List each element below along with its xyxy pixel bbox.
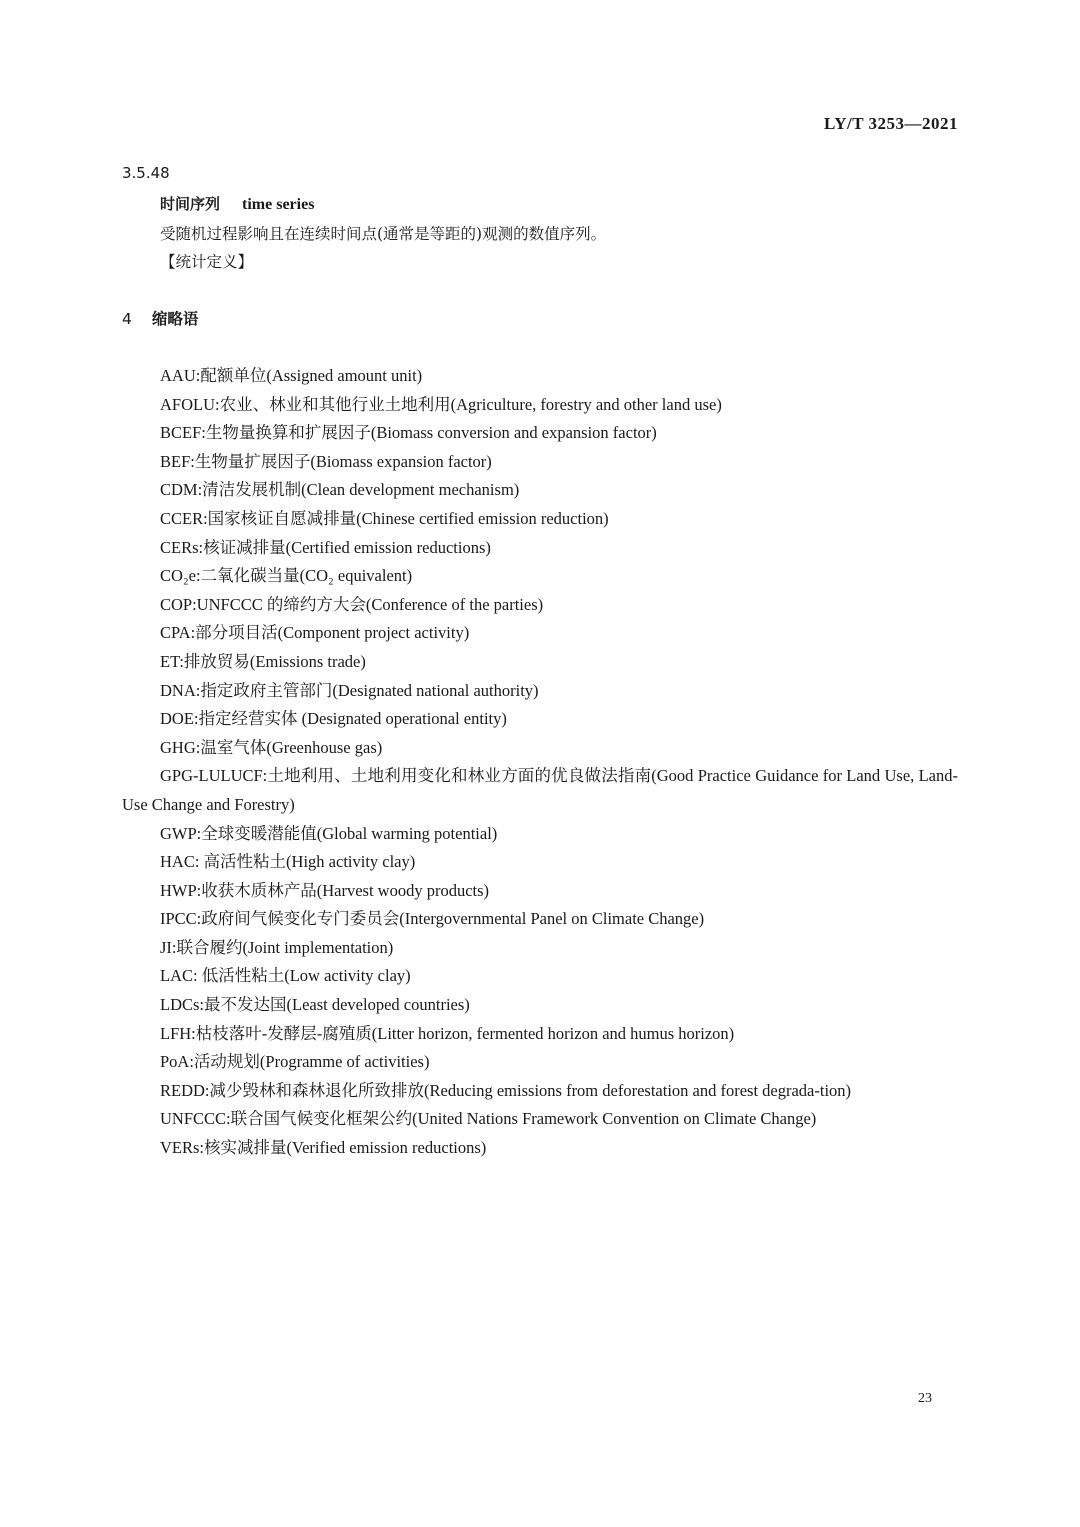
abbreviation-item: BEF:生物量扩展因子(Biomass expansion factor) [160,451,492,471]
abbreviation-item: DOE:指定经营实体 (Designated operational entity) [160,709,507,729]
term-source: 【统计定义】 [160,253,254,271]
section-title: 缩略语 [151,309,199,328]
abbreviation-item: PoA:活动规划(Programme of activities) [160,1052,430,1072]
abbreviation-item: CO₂e:二氧化碳当量(CO₂ equivalent) [160,566,413,586]
abbreviation-item: GHG:温室气体(Greenhouse gas) [160,737,383,757]
term-number: 3.5.48 [122,164,170,182]
term-title [160,193,314,214]
abbreviation-list [122,362,958,1163]
section-number: 4 [122,310,132,328]
abbreviation-item: LAC: 低活性粘土(Low activity clay) [160,966,411,986]
abbreviation-item: LFH:枯枝落叶-发酵层-腐殖质(Litter horizon, fermented horizon and humus horizon) [160,1023,735,1043]
term-definition: 受随机过程影响且在连续时间点(通常是等距的)观测的数值序列。 [160,225,607,243]
page-number: 23 [918,1391,932,1406]
abbreviation-item: IPCC:政府间气候变化专门委员会(Intergovernmental Panel on Climate Change) [160,909,705,929]
term-title-zh: 时间序列 [160,195,221,213]
abbreviation-item: BCEF:生物量换算和扩展因子(Biomass conversion and expansion factor) [160,423,657,443]
abbreviation-item: CERs:核证减排量(Certified emission reductions) [160,537,491,557]
abbreviation-item: COP:UNFCCC 的缔约方大会(Conference of the parties) [160,594,544,614]
abbreviation-item: AAU:配额单位(Assigned amount unit) [160,366,423,385]
abbreviation-item: LDCs:最不发达国(Least developed countries) [160,995,470,1015]
abbreviation-item: DNA:指定政府主管部门(Designated national authority) [160,680,539,700]
abbreviation-item: UNFCCC:联合国气候变化框架公约(United Nations Framework Convention on Climate Change) [160,1109,817,1129]
abbreviation-item: VERs:核实减排量(Verified emission reductions) [160,1138,487,1158]
abbreviation-item: JI:联合履约(Joint implementation) [160,937,394,957]
abbreviation-item: CCER:国家核证自愿减排量(Chinese certified emission reduction) [160,508,609,528]
abbreviation-item: GPG-LULUCF:土地利用、土地利用变化和林业方面的优良做法指南(Good Practice Guidance for Land Use, Land-Use Change and Forestry) [122,766,958,814]
abbreviation-item: CDM:清洁发展机制(Clean development mechanism) [160,480,520,500]
abbreviation-item: GWP:全球变暖潜能值(Global warming potential) [160,823,498,843]
abbreviation-item: CPA:部分项目活(Component project activity) [160,623,470,643]
document-code: LY/T 3253—2021 [823,114,958,133]
abbreviation-item: HWP:收获木质林产品(Harvest woody products) [160,880,490,900]
section-heading [122,307,198,329]
term-title-en: time series [242,196,315,213]
abbreviation-item: REDD:减少毁林和森林退化所致排放(Reducing emissions from deforestation and forest degrada-tion) [160,1080,852,1100]
abbreviation-item: AFOLU:农业、林业和其他行业土地利用(Agriculture, forestry and other land use) [160,394,722,414]
abbreviation-item: ET:排放贸易(Emissions trade) [160,651,366,671]
abbreviation-item: HAC: 高活性粘土(High activity clay) [160,852,416,872]
